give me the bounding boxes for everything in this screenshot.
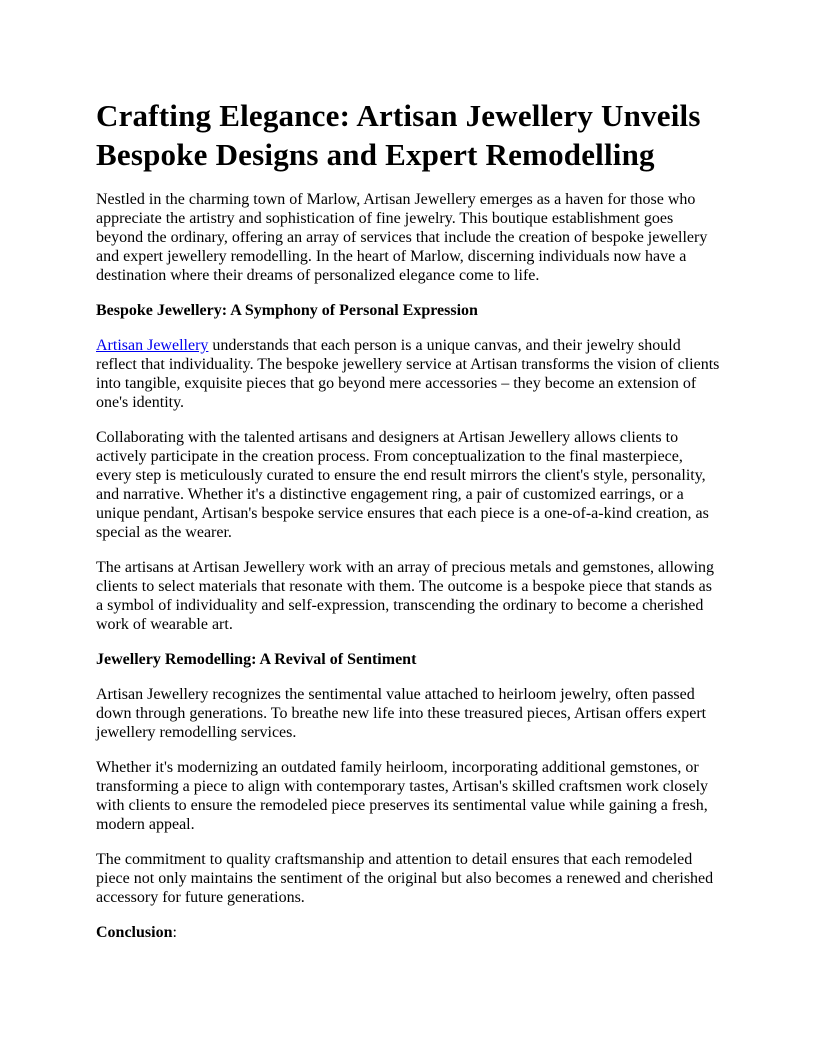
paragraph-remodelling-1: Artisan Jewellery recognizes the sentimental value attached to heirloom jewelry, often passed down through generations. To breathe new life into these treasured pieces, Artisan offers expert jewellery remodelling services.: [96, 686, 707, 741]
paragraph-bespoke-2: Collaborating with the talented artisans and designers at Artisan Jewellery allows clients to actively participate in the creation process. From conceptualization to the final masterpiece, every step is meticulously curated to ensure the end result mirrors the client's style, personality, and narrative. Whether it's a distinctive engagement ring, a pair of customized earrings, or a unique pendant, Artisan's bespoke service ensures that each piece is a one-of-a-kind creation, as special as the wearer.: [96, 429, 709, 541]
conclusion-label: Conclusion: [96, 924, 173, 941]
paragraph-bespoke-1-text: understands that each person is a unique canvas, and their jewelry should reflect that individuality. The bespoke jewellery service at Artisan transforms the vision of clients into tangible, exquisite pieces that go beyond mere accessories – they become an extension of one's identity.: [96, 337, 720, 411]
paragraph-intro: Nestled in the charming town of Marlow, Artisan Jewellery emerges as a haven for those who appreciate the artistry and sophistication of fine jewelry. This boutique establishment goes beyond the ordinary, offering an array of services that include the creation of bespoke jewellery and expert jewellery remodelling. In the heart of Marlow, discerning individuals now have a destination where their dreams of personalized elegance come to life.: [96, 191, 708, 284]
section-heading-bespoke: Bespoke Jewellery: A Symphony of Personal Expression: [96, 302, 478, 319]
conclusion-colon: :: [172, 924, 177, 941]
paragraph-bespoke-1: [96, 336, 720, 412]
conclusion-heading: [96, 923, 720, 942]
section-heading-remodelling: Jewellery Remodelling: A Revival of Sentiment: [96, 651, 417, 668]
artisan-jewellery-link[interactable]: Artisan Jewellery: [96, 337, 209, 354]
paragraph-remodelling-3: The commitment to quality craftsmanship and attention to detail ensures that each remodeled piece not only maintains the sentiment of the original but also becomes a renewed and cherished accessory for future generations.: [96, 851, 714, 906]
article-title: Crafting Elegance: Artisan Jewellery Unveils Bespoke Designs and Expert Remodelling: [96, 98, 701, 172]
paragraph-remodelling-2: Whether it's modernizing an outdated family heirloom, incorporating additional gemstones, or transforming a piece to align with contemporary tastes, Artisan's skilled craftsmen work closely with clients to ensure the remodeled piece preserves its sentimental value while gaining a fresh, modern appeal.: [96, 759, 709, 833]
paragraph-bespoke-3: The artisans at Artisan Jewellery work with an array of precious metals and gemstones, allowing clients to select materials that resonate with them. The outcome is a bespoke piece that stands as a symbol of individuality and self-expression, transcending the ordinary to become a cherished work of wearable art.: [96, 559, 715, 633]
